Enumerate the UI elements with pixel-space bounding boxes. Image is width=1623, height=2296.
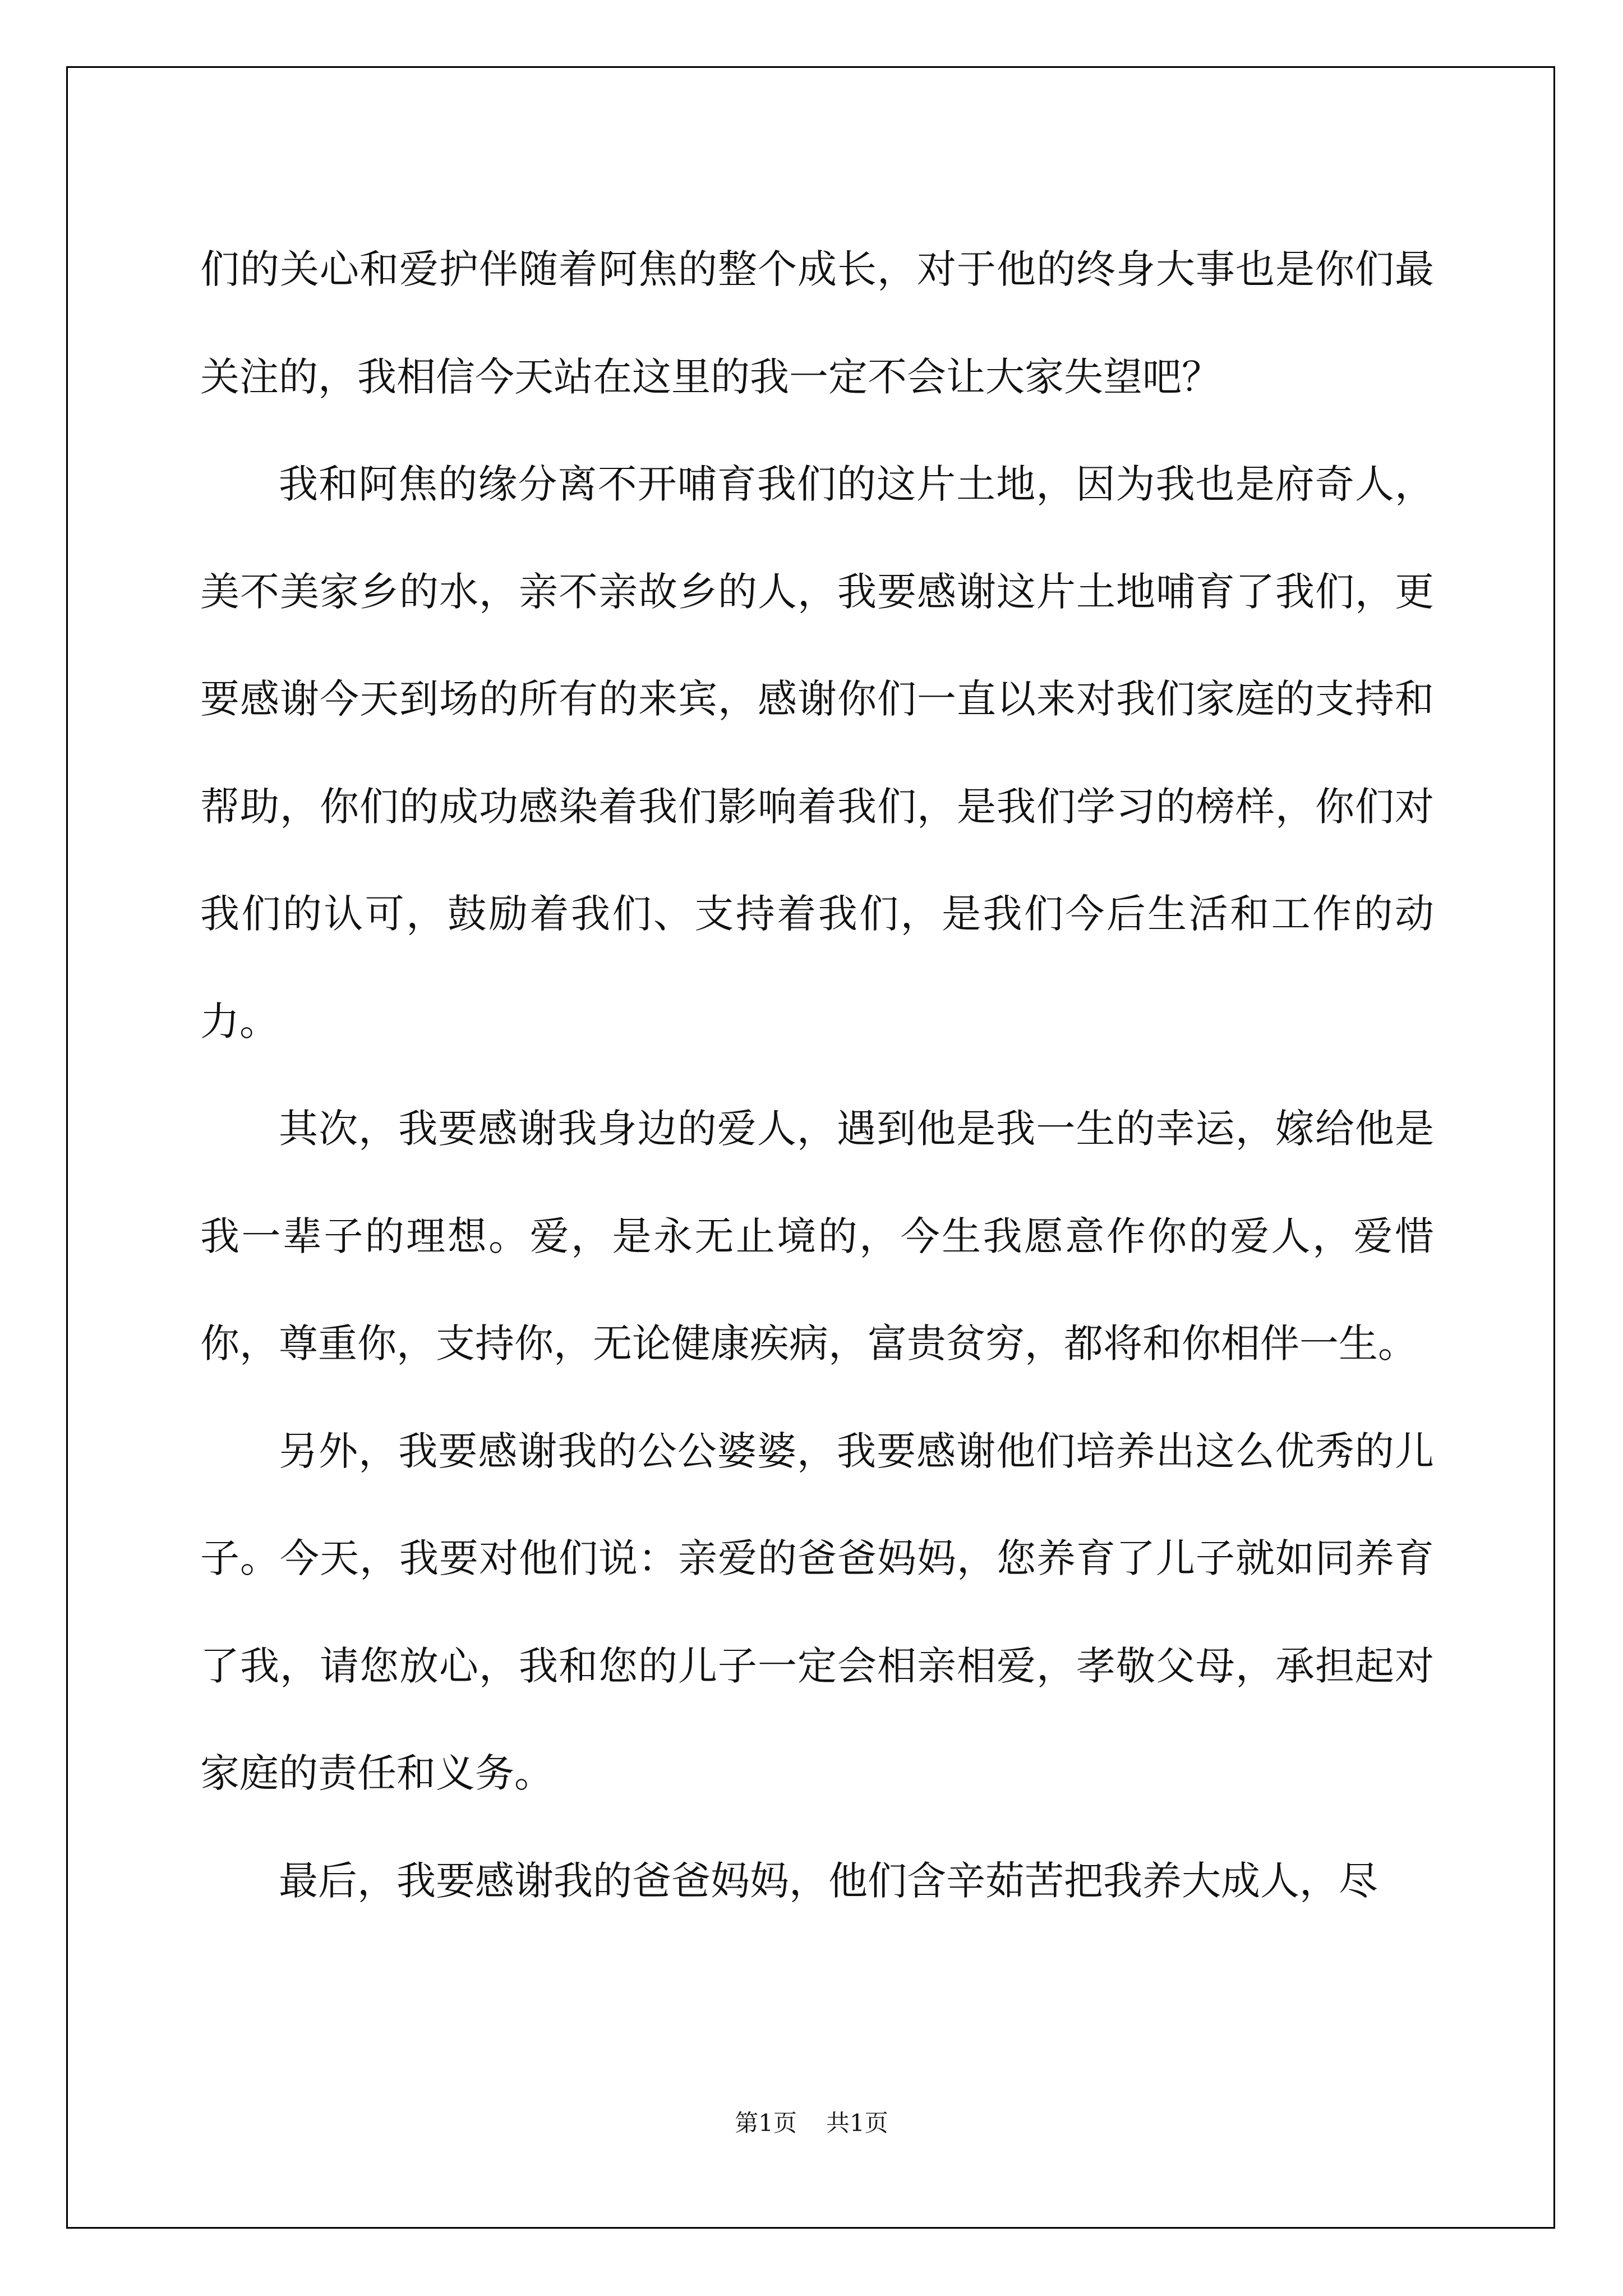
- paragraph-1: 们的关心和爱护伴随着阿焦的整个成长，对于他的终身大事也是你们最关注的，我相信今天站在这里的我一定不会让大家失望吧？: [200, 246, 1434, 400]
- paragraph-5: 最后，我要感谢我的爸爸妈妈，他们含辛茹苦把我养大成人，尽: [279, 1857, 1378, 1904]
- paragraph-3: 其次，我要感谢我身边的爱人，遇到他是我一生的幸运，嫁给他是我一辈子的理想。爱，是永无止境的，今生我愿意作你的爱人，爱惜你，尊重你，支持你，无论健康疾病，富贵贫穷，都将和你相伴一生。: [200, 1106, 1434, 1366]
- page-number-current: 第1页: [735, 2109, 797, 2137]
- page-footer: [0, 2105, 1623, 2138]
- document-body: [200, 216, 1434, 1935]
- page-number-total: 共1页: [826, 2109, 888, 2137]
- paragraph-4: 另外，我要感谢我的公公婆婆，我要感谢他们培养出这么优秀的儿子。今天，我要对他们说：亲爱的爸爸妈妈，您养育了儿子就如同养育了我，请您放心，我和您的儿子一定会相亲相爱，孝敬父母，承担起对家庭的责任和义务。: [200, 1428, 1434, 1796]
- paragraph-2: 我和阿焦的缘分离不开哺育我们的这片土地，因为我也是府奇人，美不美家乡的水，亲不亲故乡的人，我要感谢这片土地哺育了我们，更要感谢今天到场的所有的来宾，感谢你们一直以来对我们家庭的支持和帮助，你们的成功感染着我们影响着我们，是我们学习的榜样，你们对我们的认可，鼓励着我们、支持着我们，是我们今后生活和工作的动力。: [200, 461, 1434, 1045]
